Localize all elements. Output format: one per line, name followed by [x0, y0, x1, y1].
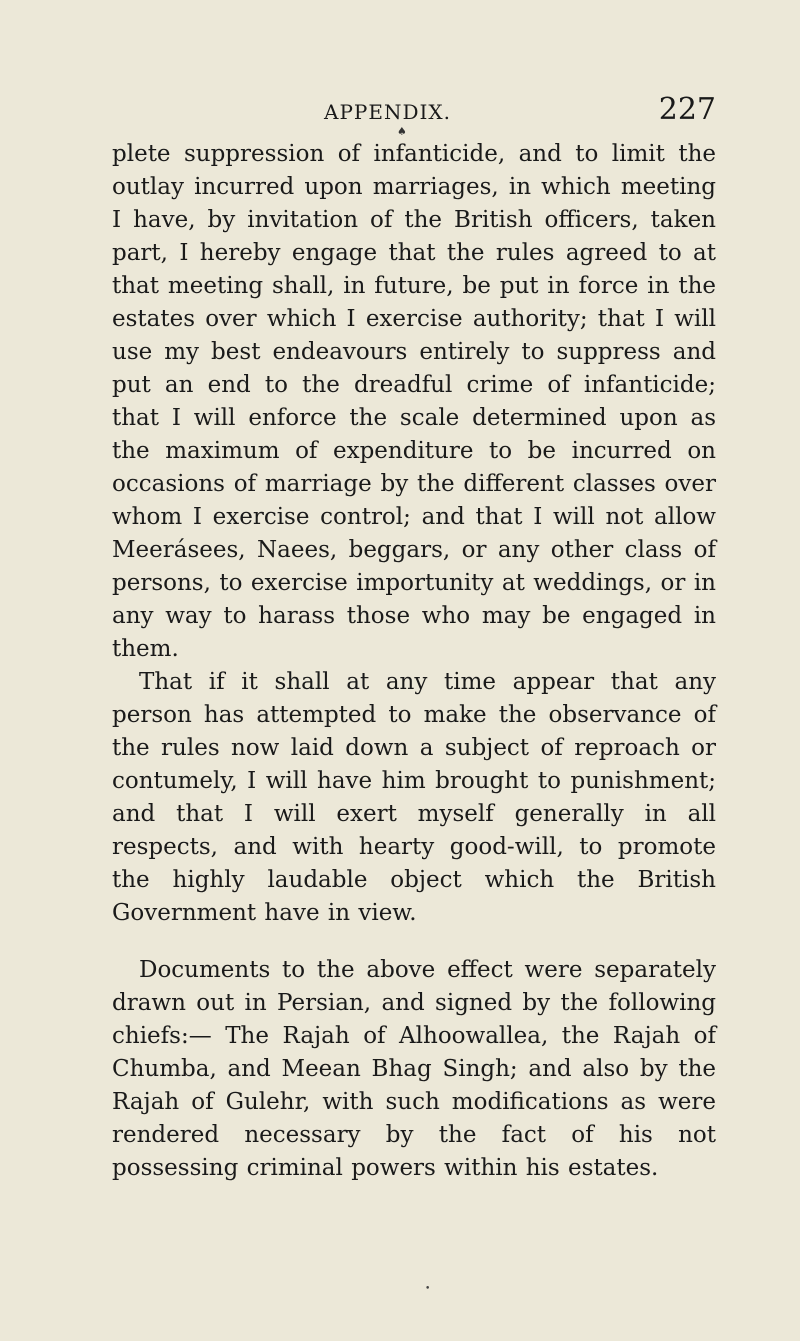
paragraph: Documents to the above effect were separately drawn out in Persian, and signed by the following chiefs:— The Rajah of Alhoowallea, the Rajah of Chumba, and Meean Bhag Singh; and also by the Rajah of Gulehr, with such modifications as were rendered necessary by the fact of his not possessing criminal powers within his estates.: [112, 957, 716, 1181]
ornament-mark: ♠: [397, 125, 407, 138]
page-number: 227: [658, 92, 716, 127]
page-header: [324, 92, 716, 132]
body-text: [112, 138, 716, 1185]
paragraph-continued: plete suppression of infanticide, and to limit the outlay incurred upon marriages, in which meeting I have, by invitation of the British officers, taken part, I hereby engage that the rules agreed to at that meeting shall, in future, be put in force in the estates over which I exercise authority; that I will use my best endeavours entirely to suppress and put an end to the dreadful crime of infanticide; that I will enforce the scale determined upon as the maximum of expenditure to be incurred on occasions of marriage by the different classes over whom I exercise control; and that I will not allow Meerásees, Naees, beggars, or any other class of persons, to exercise importunity at weddings, or in any way to harass those who may be engaged in them.: [112, 141, 716, 662]
paragraph: That if it shall at any time appear that any person has attempted to make the observance of the rules now laid down a subject of reproach or contumely, I will have him brought to punishment; and that I will exert myself generally in all respects, and with hearty good-will, to promote the highly laudable object which the British Government have in view.: [112, 669, 716, 926]
running-title: APPENDIX.: [324, 100, 451, 124]
stray-ink-mark: •: [425, 1284, 431, 1294]
